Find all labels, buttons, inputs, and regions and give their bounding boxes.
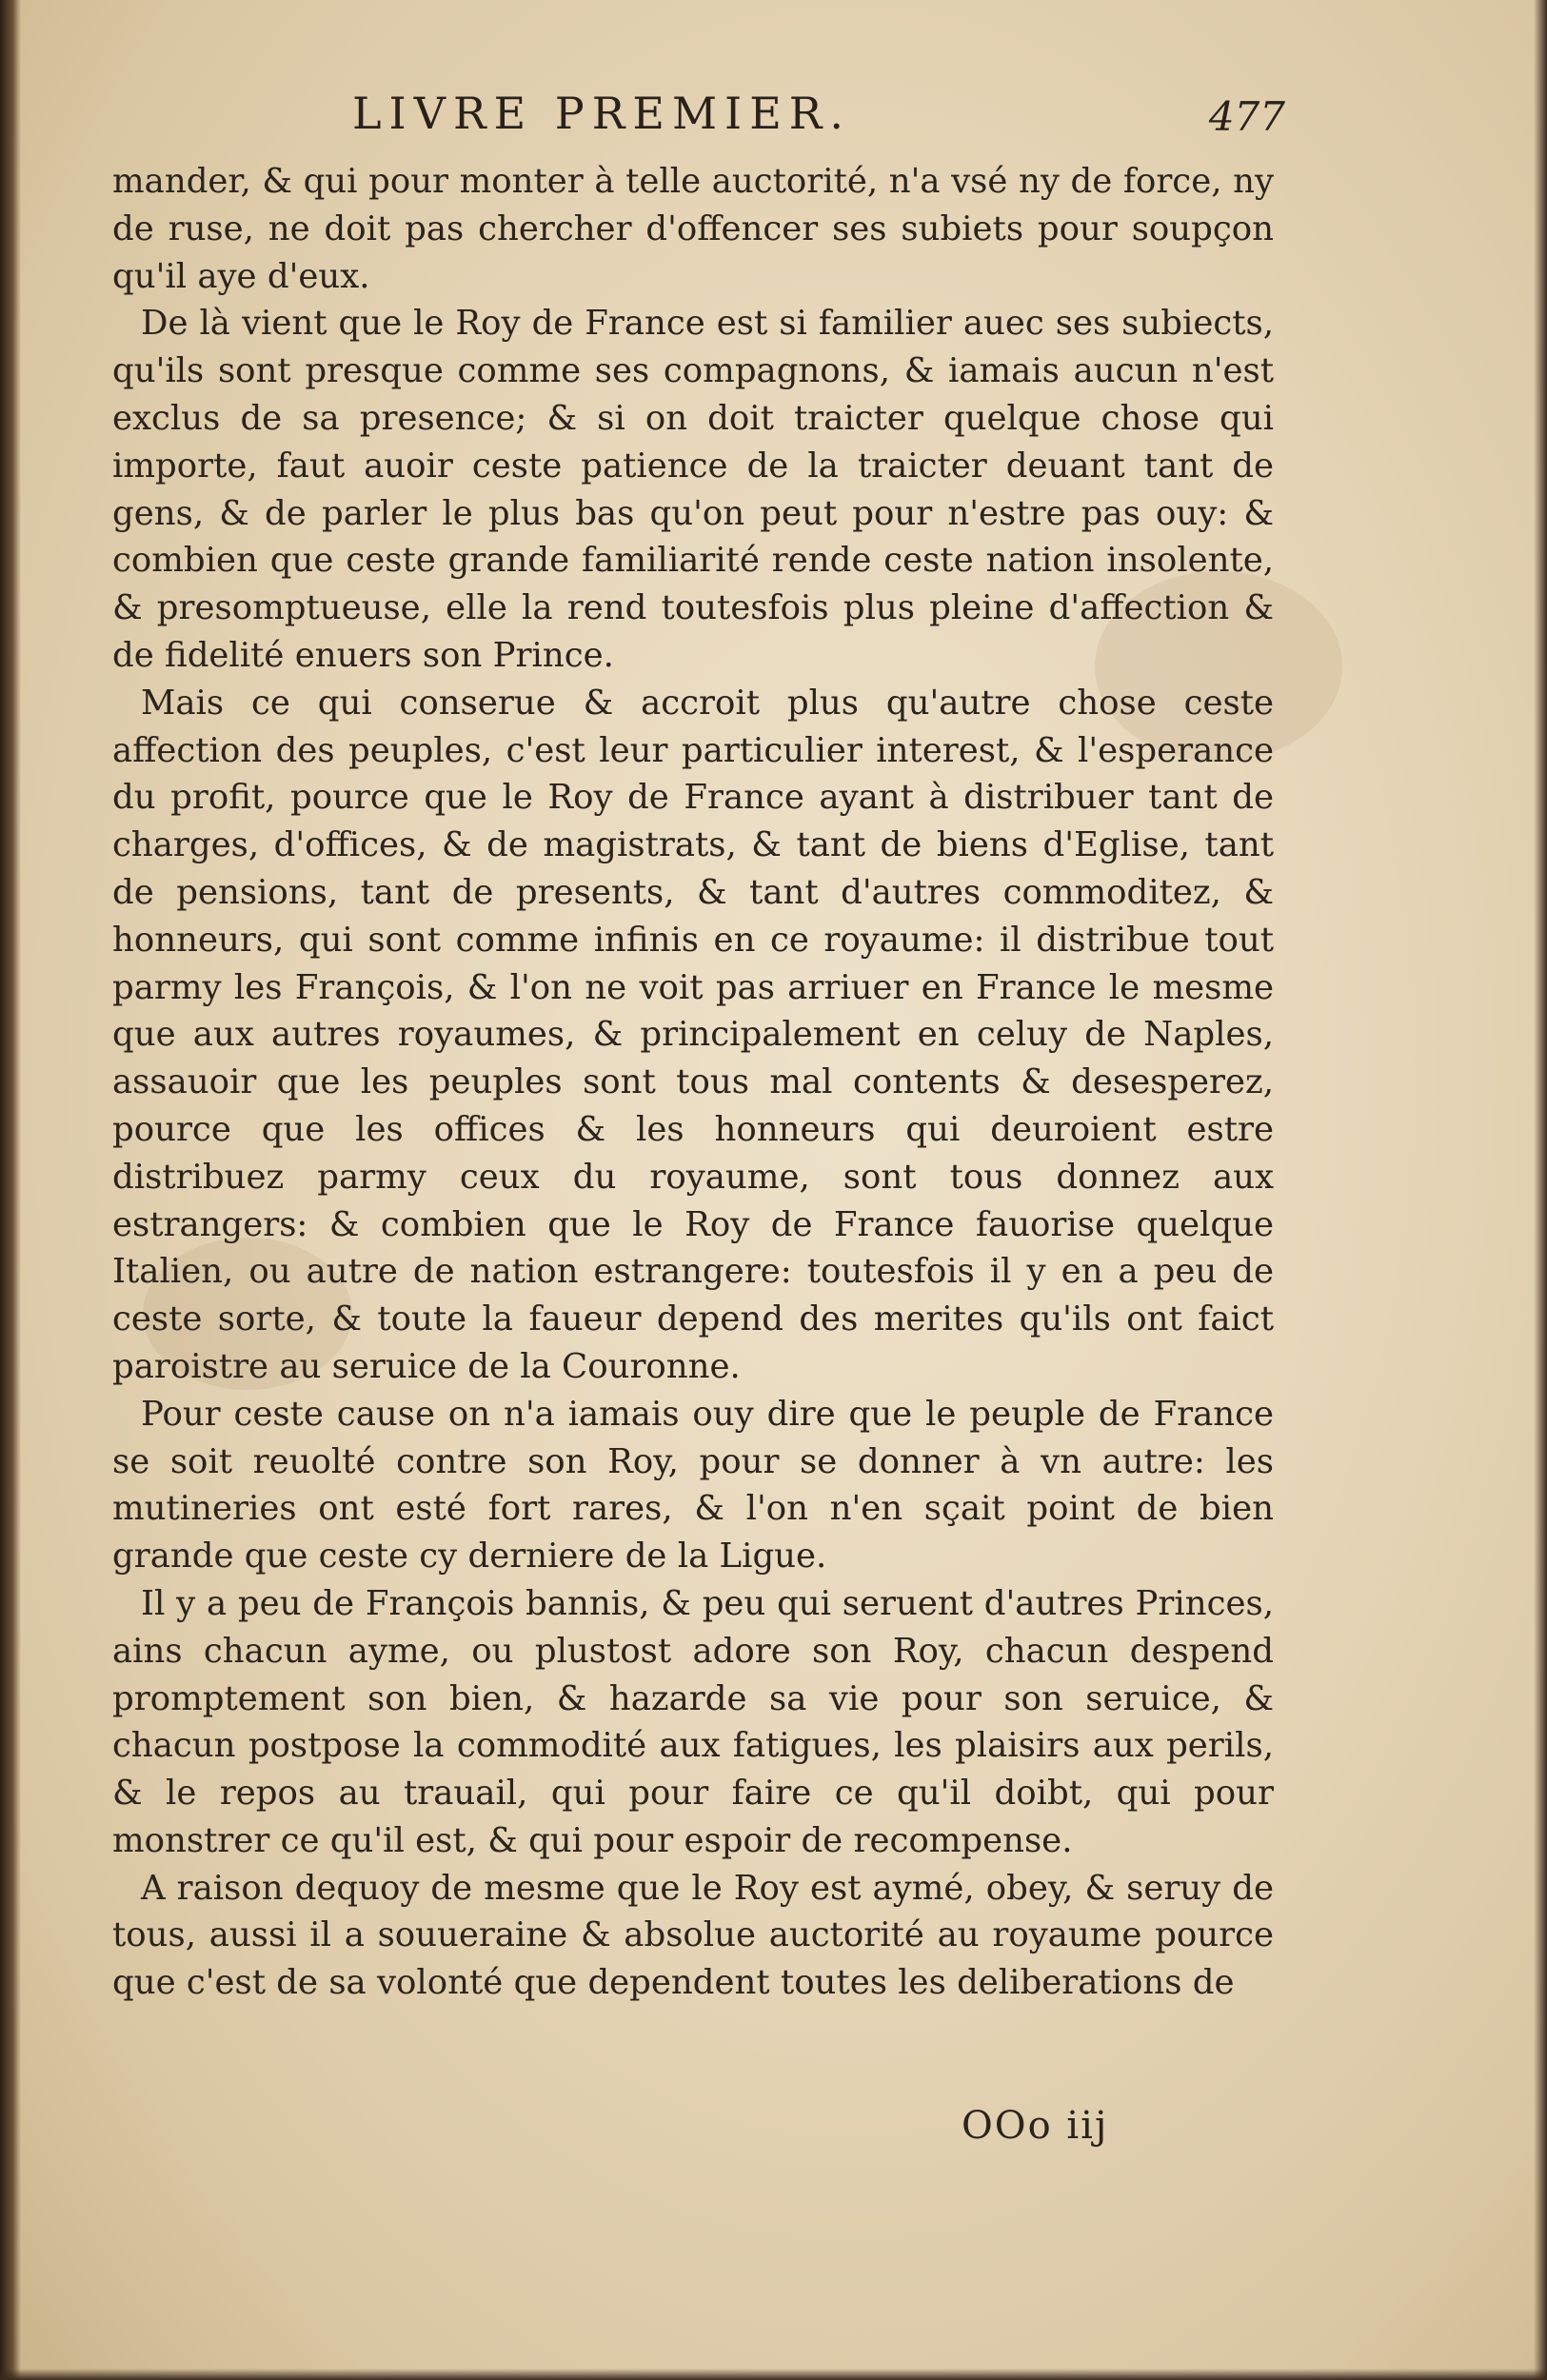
body-text: [112, 158, 1274, 2007]
running-title: LIVRE PREMIER.: [352, 88, 852, 139]
page-header: [352, 88, 1285, 154]
paragraph-5: Il y a peu de François bannis, & peu qui seruent d'autres Princes, ains chacun ayme, ou plustost adore son Roy, chacun despend promptement son bien, & hazarde sa vie pour son seruice, & chacun postpose la commodité aux fatigues, les plaisirs aux perils, & le repos au trauail, qui pour faire ce qu'il doibt, qui pour monstrer ce qu'il est, & qui pour espoir de recompense.: [112, 1583, 1274, 1860]
paragraph-2: De là vient que le Roy de France est si familier auec ses subiects, qu'ils sont presque comme ses compagnons, & iamais aucun n'est exclus de sa presence; & si on doit traicter quelque chose qui importe, faut auoir ceste patience de la traicter deuant tant de gens, & de parler le plus bas qu'on peut pour n'estre pas ouy: & combien que ceste grande familiarité rende ceste nation insolente, & presomptueuse, elle la rend toutesfois plus pleine d'affection & de fidelité enuers son Prince.: [112, 304, 1274, 675]
paragraph-4: Pour ceste cause on n'a iamais ouy dire que le peuple de France se soit reuolté contre son Roy, pour se donner à vn autre: les mutineries ont esté fort rares, & l'on n'en sçait point de bien grande que ceste cy derniere de la Ligue.: [112, 1394, 1274, 1577]
page-right-edge: [1534, 0, 1547, 2380]
paragraph-1: mander, & qui pour monter à telle auctorité, n'a vsé ny de force, ny de ruse, ne doit pas chercher d'offencer ses subiets pour soupçon qu'il aye d'eux.: [112, 162, 1274, 296]
signature-mark: OOo iij: [962, 2104, 1109, 2148]
page-bottom-edge: [0, 2369, 1547, 2380]
page-number: 477: [1208, 93, 1285, 140]
page-left-edge: [0, 0, 21, 2380]
paragraph-3: Mais ce qui conserue & accroit plus qu'autre chose ceste affection des peuples, c'est leur particulier interest, & l'esperance du profit, pource que le Roy de France ayant à distribuer tant de charges, d'offices, & de magistrats, & tant de biens d'Eglise, tant de pensions, tant de presents, & tant d'autres commoditez, & honneurs, qui sont comme infinis en ce royaume: il distribue tout parmy les François, & l'on ne voit pas arriuer en France le mesme que aux autres royaumes, & principalement en celuy de Naples, assauoir que les peuples sont tous mal contents & desesperez, pource que les offices & les honneurs qui deuroient estre distribuez parmy ceux du royaume, sont tous donnez aux estrangers: & combien que le Roy de France fauorise quelque Italien, ou autre de nation estrangere: toutesfois il y en a peu de ceste sorte, & toute la faueur depend des merites qu'ils ont faict paroistre au seruice de la Couronne.: [112, 683, 1274, 1386]
paragraph-6: A raison dequoy de mesme que le Roy est aymé, obey, & seruy de tous, aussi il a souueraine & absolue auctorité au royaume pource que c'est de sa volonté que dependent toutes les deliberations de: [112, 1868, 1274, 2003]
